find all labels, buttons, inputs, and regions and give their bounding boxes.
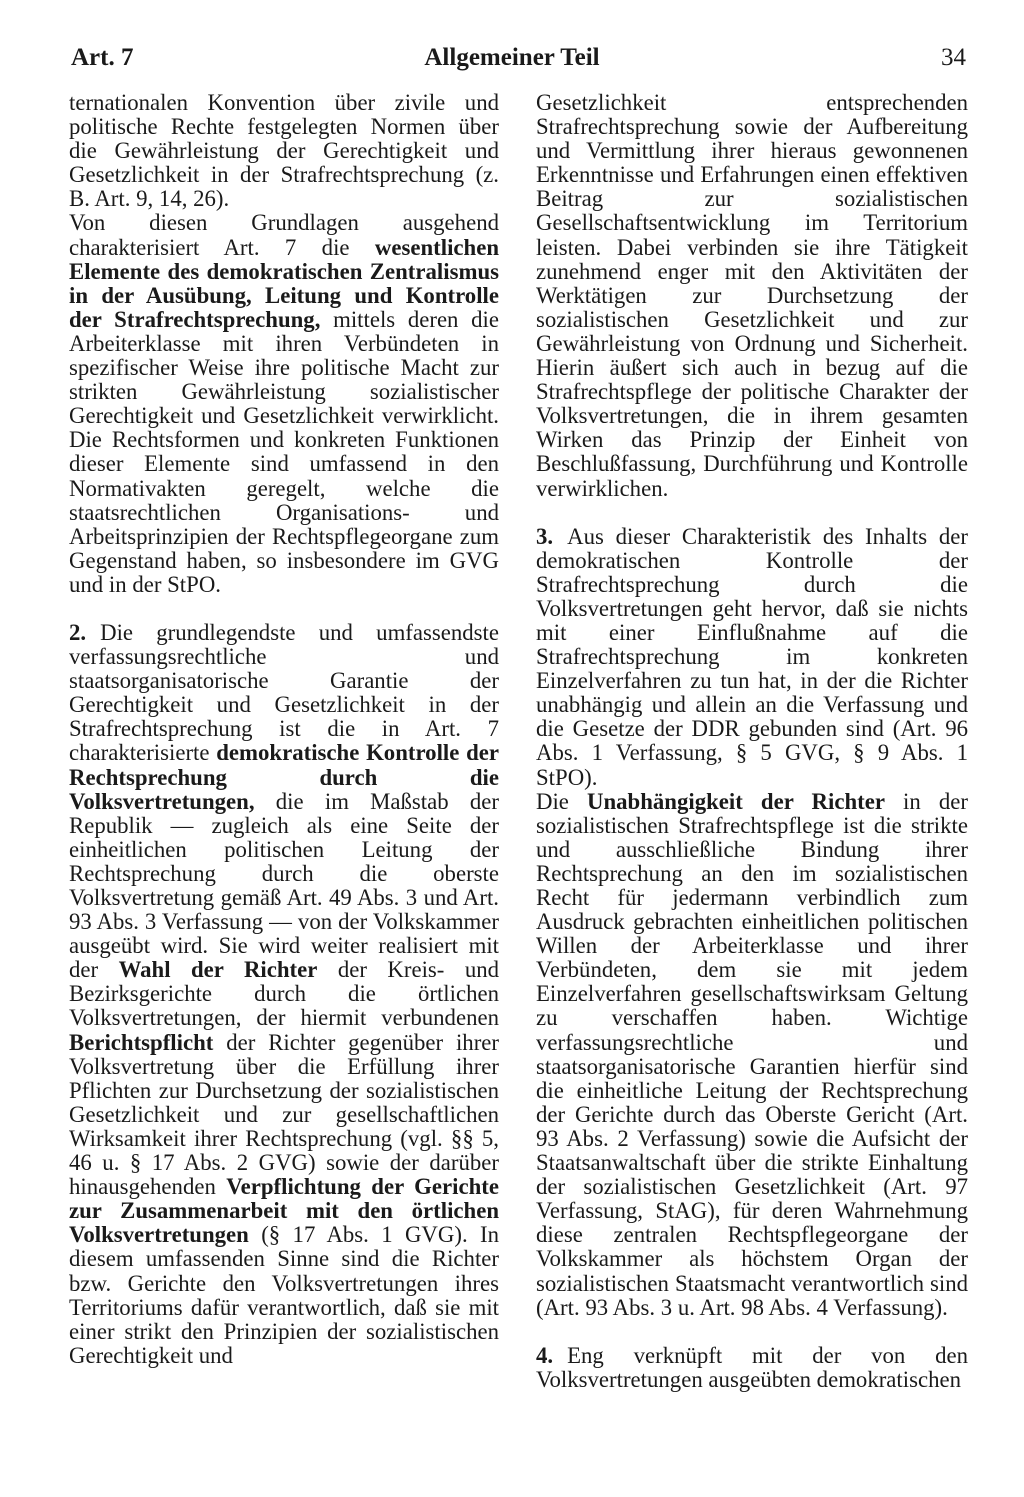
section-2 [69,621,499,1368]
page-number: 34 [941,44,966,71]
header-section-title: Allgemeiner Teil [424,44,600,71]
paragraph [69,211,499,597]
emphasis: Verpflichtung der Gerichte zur Zusammenarbeit mit den örtlichen Volksvertretungen [69,1174,499,1248]
text-run: die im Maßstab der Republik — zugleich als eine Seite der einheitlichen politischen Leitung der Rechtsprechung durch die oberste Volksvertretung gemäß Art. 49 Abs. 3 und Art. 93 Abs. 3 Verfassung — von der Volkskammer ausgeübt wird. Sie wird weiter realisiert mit der [69,788,499,983]
section-number: 3. [536,523,554,549]
text-run: Gesetzlichkeit entsprechenden Strafrechtsprechung sowie der Aufbereitung und Vermittlung ihrer hieraus gewonnenen Erkenntnisse und Erfahrungen einen effektiven Beitrag zur sozialistischen Gesellschaftsentwicklung im Territorium leisten. Dabei verbinden sie ihre Tätigkeit zunehmend enger mit den Aktivitäten der Werktätigen zur Durchsetzung der sozialistischen Gesetzlichkeit und zur Gewährleistung von Ordnung und Sicherheit. Hierin äußert sich auch in bezug auf die Strafrechtspflege der politische Charakter der Volksvertretungen, die in ihrem gesamten Wirken das Prinzip der Einheit von Beschlußfassung, Durchführung und Kontrolle verwirklichen. [536,90,968,501]
text-run: der Kreis- und Bezirksgerichte durch die örtlichen Volksvertretungen, der hiermit verbundenen [69,957,500,1031]
section-4 [536,1344,968,1392]
text-run: mittels deren die Arbeiterklasse mit ihren Verbündeten in spezifischer Weise ihre politische Macht zur strikten Gewährleistung sozialistischer Gerechtigkeit und Gesetzlichkeit verwirklicht. Die Rechtsformen und konkreten Funktionen dieser Elemente sind umfassend in den Normativakten geregelt, welche die staatsrechtlichen Organisations- und Arbeitsprinzipien der Rechtspflegeorgane zum Gegenstand haben, so insbesondere im GVG und in der StPO. [69,306,499,597]
left-column [69,91,499,1368]
paragraph [69,91,499,211]
text-run: Von diesen Grundlagen ausgehend charakterisiert Art. 7 die [69,210,499,260]
paragraph [536,790,968,1320]
section-number: 2. [69,619,87,645]
emphasis: Unabhängigkeit der Richter [587,788,885,814]
text-run: Die grundlegendste und umfassendste verfassungsrechtliche und staatsorganisatorische Garantie der Gerechtigkeit und Gesetzlichkeit in der Strafrechtsprechung ist die in Art. 7 charakterisierte [69,619,499,766]
text-run: Die [536,788,588,814]
text-run: (§ 17 Abs. 1 GVG). In diesem umfassenden Sinne sind die Richter bzw. Gerichte den Volksvertretungen ihres Territoriums dafür verantwortlich, daß sie mit einer strikt den Prinzipien der sozialistischen Gerechtigkeit und [69,1222,499,1368]
text-run: in der sozialistischen Strafrechtspflege ist die strikte und ausschließliche Bindung ihrer Rechtsprechung an den im sozialistischen Recht für jedermann verbindlich zum Ausdruck gebrachten einheitlichen politischen Willen der Arbeiterklasse und ihrer Verbündeten, dem sie mit jedem Einzelverfahren gesellschaftswirksam Geltung zu verschaffen haben. Wichtige verfassungsrechtliche und staatsorganisatorische Garantien hierfür sind die einheitliche Leitung der Rechtsprechung der Gerichte durch das Oberste Gericht (Art. 93 Abs. 2 Verfassung) sowie die Aufsicht der Staatsanwaltschaft über die strikte Einhaltung der sozialistischen Gesetzlichkeit (Art. 97 Verfassung, StAG), für deren Wahrnehmung diese zentralen Rechtspflegeorgane der Volkskammer als höchstem Organ der sozialistischen Staatsmacht verantwortlich sind (Art. 93 Abs. 3 u. Art. 98 Abs. 4 Verfassung). [536,788,968,1320]
text-run: ternationalen Konvention über zivile und politische Rechte festgelegten Normen über die Gewährleistung der Gerechtigkeit und Gesetzlichkeit in der Strafrechtsprechung (z. B. Art. 9, 14, 26). [69,90,499,212]
right-column [536,91,968,1392]
emphasis: Wahl der Richter [118,957,318,983]
text-run: Aus dieser Charakteristik des Inhalts der demokratischen Kontrolle der Strafrechtsprechung durch die Volksvertretungen geht hervor, daß sie nichts mit einer Einflußnahme auf die Strafrechtsprechung im konkreten Einzelverfahren zu tun hat, in der die Richter unabhängig und allein an die Verfassung und die Gesetze der DDR gebunden sind (Art. 96 Abs. 1 Verfassung, § 5 GVG, § 9 Abs. 1 StPO). [536,523,968,790]
emphasis: wesentlichen Elemente des demokratischen Zentralismus in der Ausübung, Leitung und Kontrolle der Strafrechtsprechung, [69,234,499,332]
text-run: Eng verknüpft mit der von den Volksvertretungen ausgeübten demokratischen [536,1342,968,1392]
running-header [0,40,1024,76]
header-article: Art. 7 [71,44,134,71]
emphasis: Berichtspflicht [69,1029,214,1055]
paragraph [536,91,968,501]
section-number: 4. [536,1342,554,1368]
emphasis: demokratische Kontrolle der Rechtsprechung durch die Volksvertretungen, [69,740,500,814]
text-run: der Richter gegenüber ihrer Volksvertretung über die Erfüllung ihrer Pflichten zur Durchsetzung der sozialistischen Gesetzlichkeit und zur gesellschaftlichen Wirksamkeit ihrer Rechtsprechung (vgl. §§ 5, 46 u. § 17 Abs. 2 GVG) sowie der darüber hinausgehenden [69,1029,499,1200]
section-3 [536,525,968,790]
